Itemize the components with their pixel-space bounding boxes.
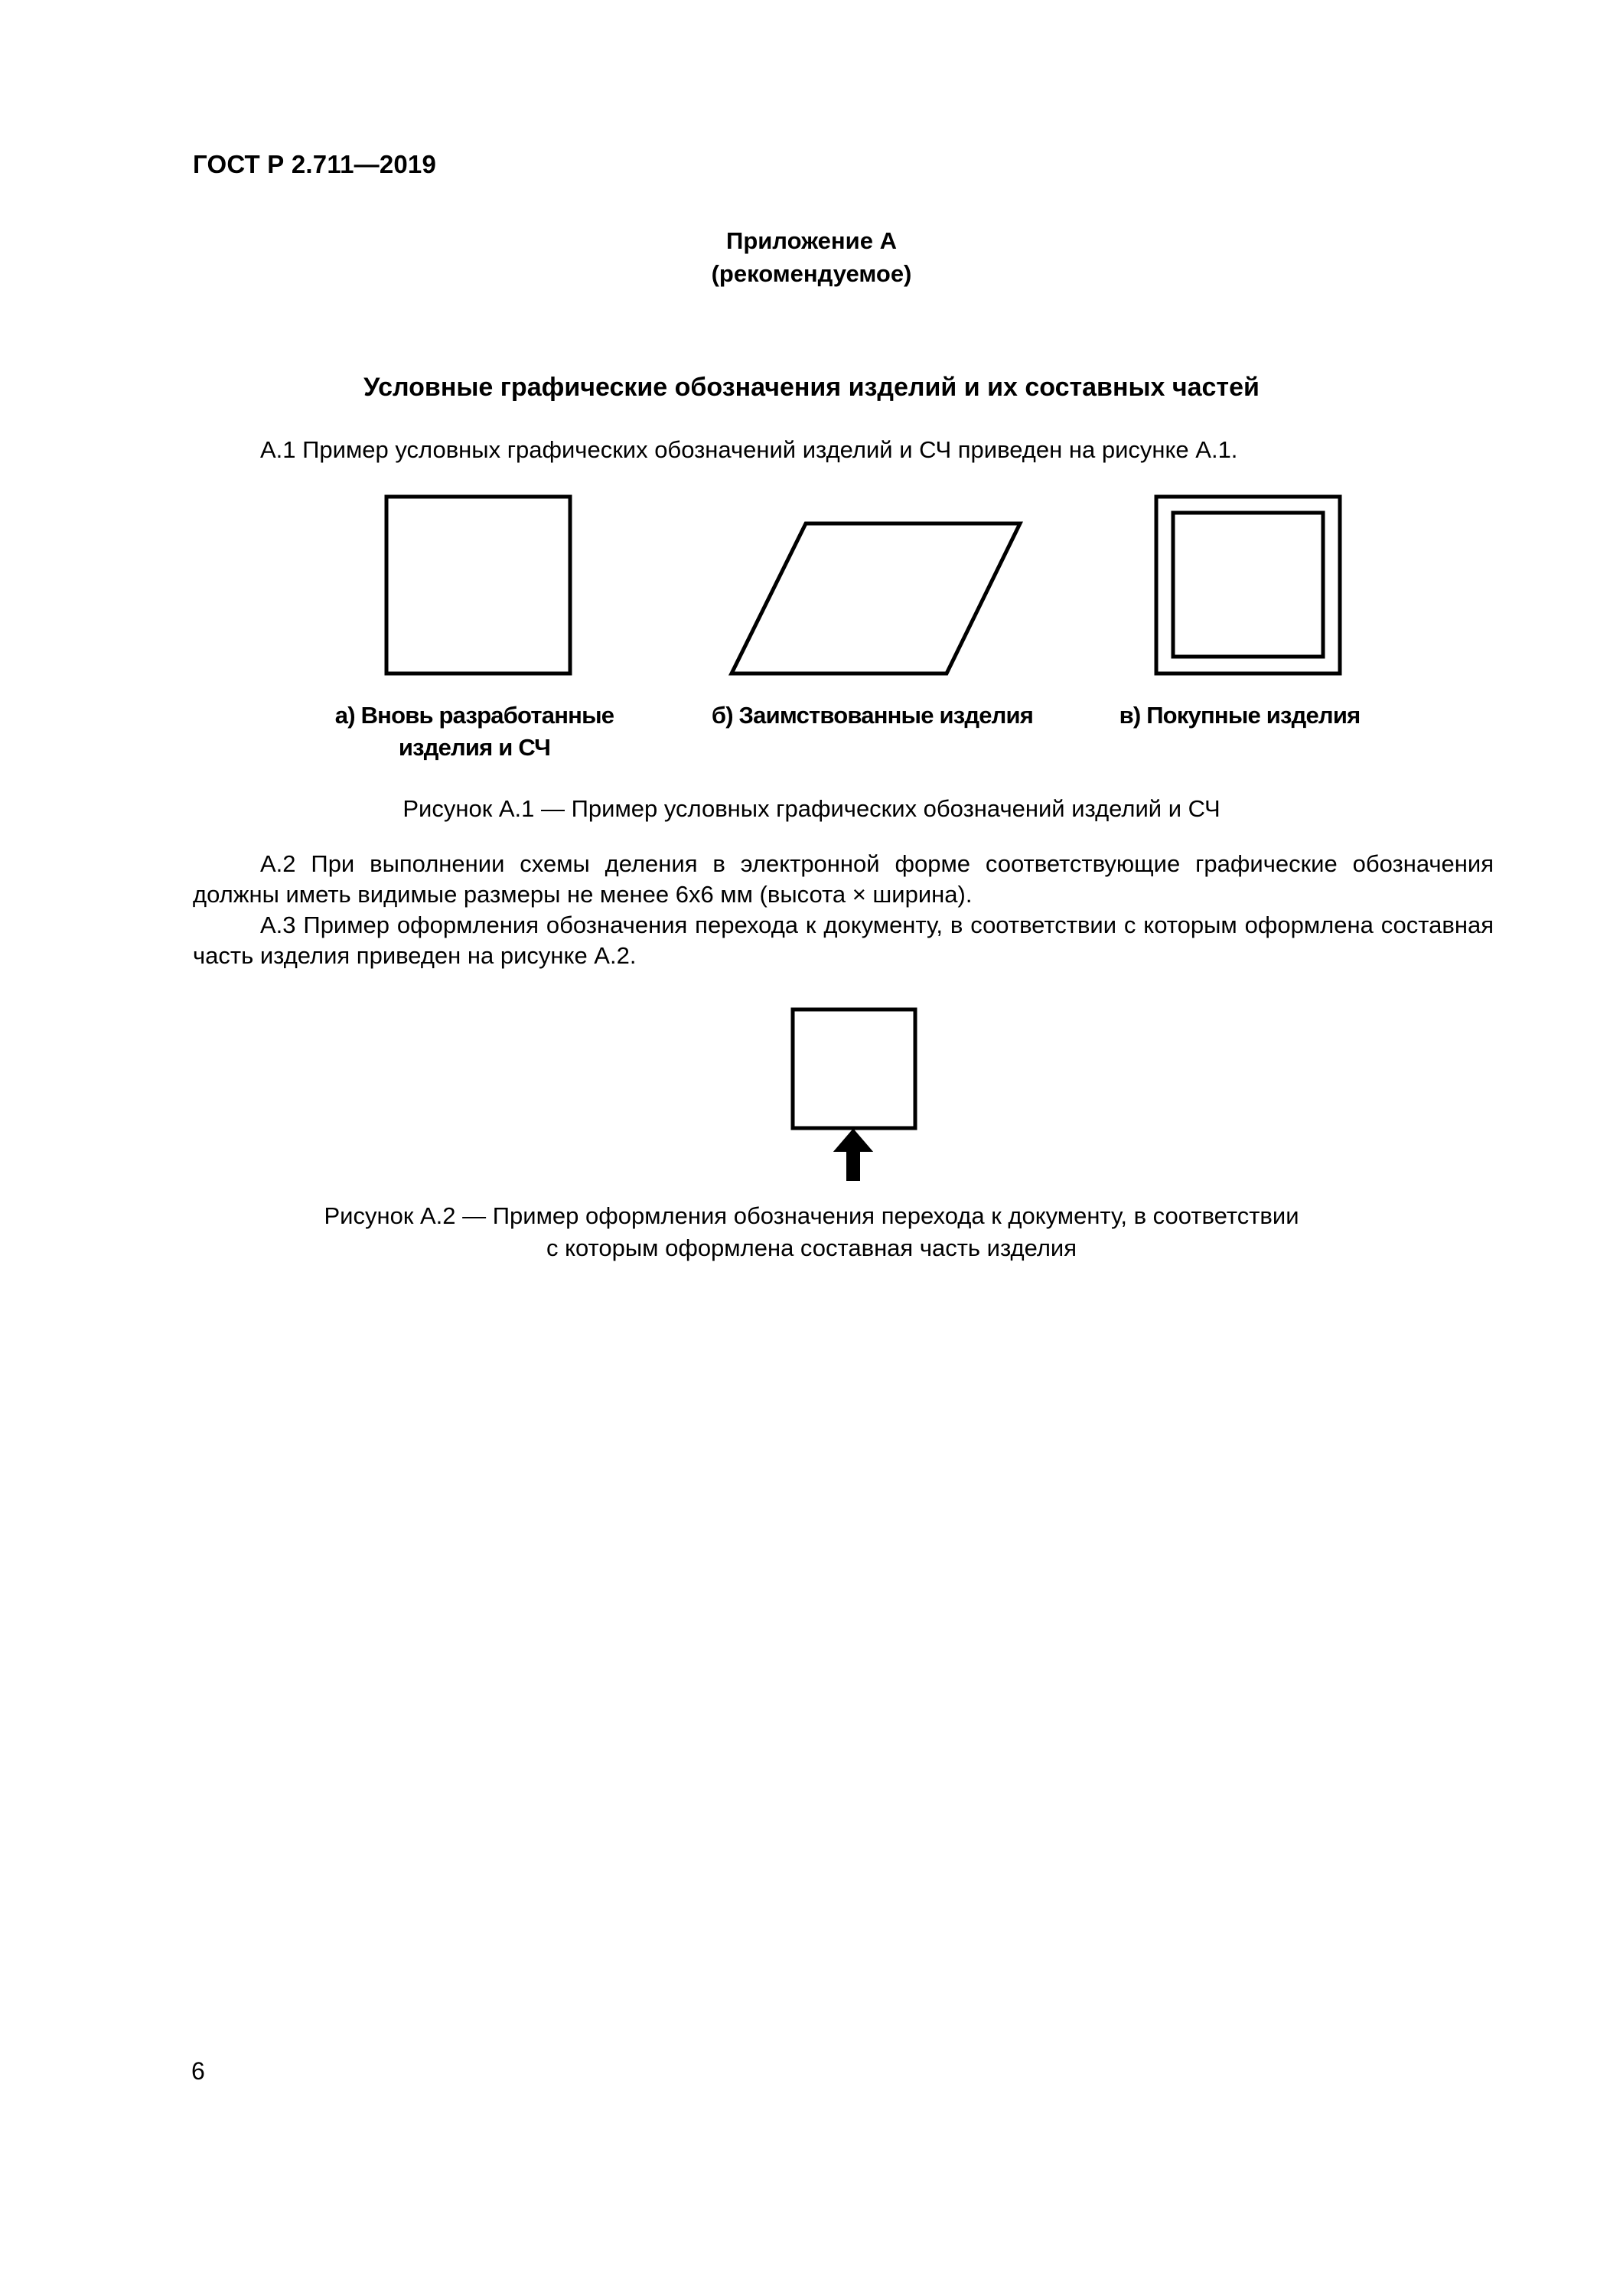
- symbol-document-transition-square: [793, 1009, 915, 1128]
- figure-a2-caption-line1: Рисунок А.2 — Пример оформления обозначения перехода к документу, в соответствии: [324, 1202, 1299, 1229]
- symbol-borrowed-item-parallelogram: [732, 523, 1020, 673]
- appendix-status: (рекомендуемое): [711, 260, 912, 287]
- document-code-header: ГОСТ Р 2.711—2019: [193, 150, 437, 178]
- figure-a1-caption: Рисунок А.1 — Пример условных графических обозначений изделий и СЧ: [402, 795, 1221, 822]
- symbol-purchased-item-inner-square: [1173, 513, 1323, 657]
- page-number: 6: [191, 2057, 205, 2085]
- figure-a2-caption: [0, 1200, 1623, 1264]
- figure-a1-label-c: в) Покупные изделия: [1119, 702, 1361, 729]
- paragraph-a2: А.2 При выполнении схемы деления в электронной форме соответствующие графические обозначения должны иметь видимые размеры не менее 6x6 мм (высота × ширина).: [193, 850, 1494, 908]
- figure-a2-caption-line2: с которым оформлена составная часть изделия: [546, 1234, 1077, 1261]
- appendix-title: Приложение А: [726, 227, 897, 254]
- figure-a1-label-a: а) Вновь разработанные изделия и СЧ: [334, 702, 614, 761]
- paragraph-a1: А.1 Пример условных графических обозначений изделий и СЧ приведен на рисунке А.1.: [260, 436, 1238, 463]
- transition-arrow-icon: [835, 1130, 872, 1180]
- figure-a1-label-b: б) Заимствованные изделия: [711, 702, 1034, 729]
- section-title: Условные графические обозначения изделий и их составных частей: [363, 373, 1260, 402]
- symbol-purchased-item-outer-square: [1156, 497, 1340, 673]
- symbol-new-item-square: [386, 497, 570, 673]
- paragraph-a3: А.3 Пример оформления обозначения перехода к документу, в соответствии с которым оформлена составная часть изделия приведен на рисунке А.2.: [193, 912, 1494, 969]
